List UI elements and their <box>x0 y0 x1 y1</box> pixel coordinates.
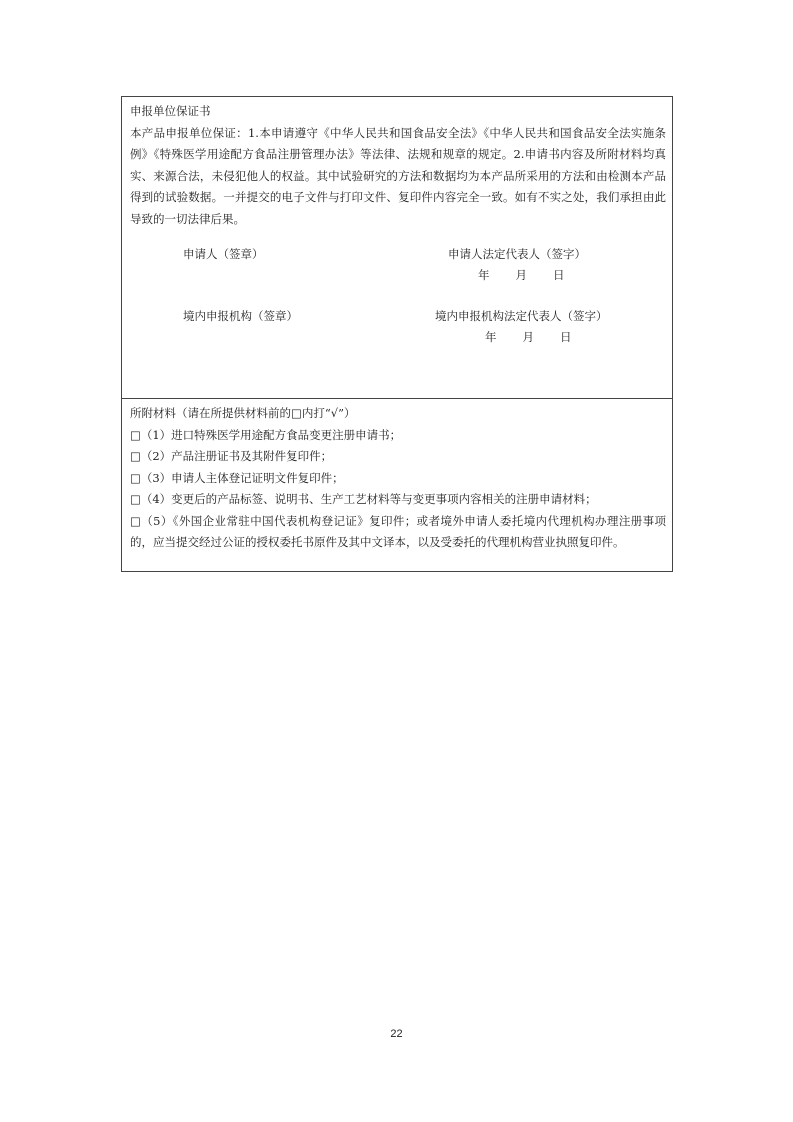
material-item-3[interactable]: □（3）申请人主体登记证明文件复印件； <box>130 470 344 485</box>
attached-materials-section <box>122 399 672 571</box>
date-day: 日 <box>553 268 565 282</box>
page-number: 22 <box>390 1028 403 1040</box>
material-item-1[interactable]: □（1）进口特殊医学用途配方食品变更注册申请书； <box>130 427 402 442</box>
domestic-agency-representative-signature-label: 境内申报机构法定代表人（签字） <box>435 309 608 323</box>
applicant-date <box>478 267 565 283</box>
date-year: 年 <box>485 330 497 344</box>
date-month: 月 <box>522 330 534 344</box>
domestic-agency-date <box>485 329 572 345</box>
material-item-2[interactable]: □（2）产品注册证书及其附件复印件； <box>130 449 333 463</box>
domestic-agency-seal-label: 境内申报机构（签章） <box>183 309 298 323</box>
applicant-seal-label: 申请人（签章） <box>183 247 264 261</box>
date-month: 月 <box>515 268 527 282</box>
date-year: 年 <box>478 268 490 282</box>
material-item-5[interactable]: □（5）《外国企业常驻中国代表机构登记证》复印件；或者境外申请人委托境内代理机构办理注册事项的，应当提交经过公证的授权委托书原件及其中文译本，以及受委托的代理机构营业执照复印件。 <box>130 513 666 549</box>
application-form-table <box>121 96 673 572</box>
guarantee-section <box>122 97 672 399</box>
applicant-representative-signature-label: 申请人法定代表人（签字） <box>448 247 586 261</box>
guarantee-heading: 申报单位保证书 <box>130 104 211 118</box>
guarantee-body: 本产品申报单位保证：1.本申请遵守《中华人民共和国食品安全法》《中华人民共和国食品安全法实施条例》《特殊医学用途配方食品注册管理办法》等法律、法规和规章的规定。2.申请书内容及所附材料均真实、来源合法，未侵犯他人的权益。其中试验研究的方法和数据均为本产品所采用的方法和由检测本产品得到的试验数据。一并提交的电子文件与打印文件、复印件内容完全一致。如有不实之处，我们承担由此导致的一切法律后果。 <box>130 125 666 226</box>
date-day: 日 <box>560 330 572 344</box>
materials-heading: 所附材料（请在所提供材料前的□内打“√”） <box>130 406 356 420</box>
material-item-4[interactable]: □（4）变更后的产品标签、说明书、生产工艺材料等与变更事项内容相关的注册申请材料； <box>130 492 597 506</box>
